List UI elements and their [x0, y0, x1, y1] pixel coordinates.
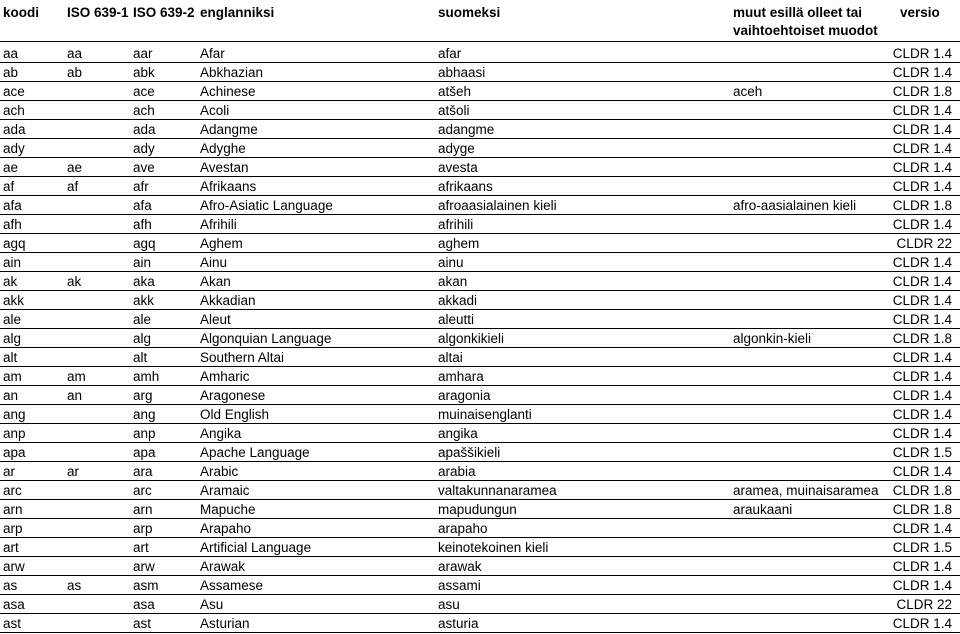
- cell-code: afa: [3, 198, 22, 213]
- cell-code: agq: [3, 236, 26, 251]
- cell-code: ab: [3, 65, 19, 80]
- cell-version: CLDR 1.4: [892, 255, 952, 270]
- cell-english: Adyghe: [200, 141, 246, 156]
- cell-version: CLDR 1.4: [892, 350, 952, 365]
- table-row: [0, 576, 960, 595]
- cell-code: as: [3, 578, 18, 593]
- cell-code: akk: [3, 293, 25, 308]
- cell-english: Ainu: [200, 255, 228, 270]
- cell-english: Arapaho: [200, 521, 252, 536]
- cell-code: ady: [3, 141, 25, 156]
- table-row: [0, 481, 960, 500]
- cell-code: ast: [3, 616, 22, 631]
- cell-version: CLDR 1.8: [892, 84, 952, 99]
- cell-version: CLDR 1.8: [892, 483, 952, 498]
- table-row: [0, 63, 960, 82]
- header-alternatives: muut esillä olleet tai vaihtoehtoiset muodot: [733, 5, 878, 38]
- table-row: [0, 139, 960, 158]
- cell-english: Akan: [200, 274, 231, 289]
- cell-iso-639-1: ae: [67, 160, 83, 175]
- table-row: [0, 234, 960, 253]
- cell-english: Asu: [200, 597, 224, 612]
- cell-version: CLDR 1.4: [892, 160, 952, 175]
- cell-english: Afrikaans: [200, 179, 257, 194]
- cell-code: asa: [3, 597, 25, 612]
- cell-english: Afrihili: [200, 217, 237, 232]
- cell-english: Artificial Language: [200, 540, 312, 555]
- cell-code: ak: [3, 274, 18, 289]
- cell-finnish: assami: [438, 578, 481, 593]
- cell-iso-639-2: aka: [133, 274, 155, 289]
- cell-finnish: arabia: [438, 464, 476, 479]
- cell-code: ar: [3, 464, 16, 479]
- table-row: [0, 595, 960, 614]
- table-row: [0, 386, 960, 405]
- cell-iso-639-1: aa: [67, 46, 83, 61]
- cell-version: CLDR 1.4: [892, 578, 952, 593]
- cell-iso-639-2: alt: [133, 350, 148, 365]
- cell-version: CLDR 1.4: [892, 426, 952, 441]
- cell-iso-639-1: ak: [67, 274, 82, 289]
- cell-finnish: akan: [438, 274, 468, 289]
- cell-code: ale: [3, 312, 22, 327]
- cell-finnish: avesta: [438, 160, 478, 175]
- cell-code: ain: [3, 255, 22, 270]
- cell-iso-639-2: arg: [133, 388, 153, 403]
- cell-version: CLDR 1.4: [892, 179, 952, 194]
- cell-finnish: angika: [438, 426, 478, 441]
- table-row: [0, 519, 960, 538]
- cell-code: an: [3, 388, 19, 403]
- cell-version: CLDR 1.4: [892, 217, 952, 232]
- cell-version: CLDR 1.5: [892, 540, 952, 555]
- table-row: [0, 196, 960, 215]
- cell-version: CLDR 1.4: [892, 122, 952, 137]
- cell-version: CLDR 1.8: [892, 331, 952, 346]
- cell-finnish: adangme: [438, 122, 495, 137]
- cell-iso-639-2: ave: [133, 160, 155, 175]
- cell-iso-639-2: afr: [133, 179, 149, 194]
- cell-iso-639-2: akk: [133, 293, 155, 308]
- cell-english: Arabic: [200, 464, 239, 479]
- table-row: [0, 329, 960, 348]
- cell-code: anp: [3, 426, 26, 441]
- table-row: [0, 44, 960, 63]
- cell-iso-639-2: anp: [133, 426, 156, 441]
- cell-english: Avestan: [200, 160, 249, 175]
- cell-iso-639-2: ain: [133, 255, 152, 270]
- cell-finnish: adyge: [438, 141, 475, 156]
- cell-iso-639-2: aar: [133, 46, 153, 61]
- cell-version: CLDR 1.4: [892, 46, 952, 61]
- cell-code: ae: [3, 160, 19, 175]
- table-row: [0, 291, 960, 310]
- cell-iso-639-1: ar: [67, 464, 80, 479]
- cell-english: Afro-Asiatic Language: [200, 198, 333, 213]
- cell-finnish: altai: [438, 350, 463, 365]
- cell-iso-639-1: as: [67, 578, 82, 593]
- cell-version: CLDR 1.4: [892, 407, 952, 422]
- cell-finnish: apaššikieli: [438, 445, 501, 460]
- cell-english: Apache Language: [200, 445, 310, 460]
- table-row: [0, 177, 960, 196]
- cell-iso-639-1: an: [67, 388, 83, 403]
- cell-iso-639-2: apa: [133, 445, 156, 460]
- cell-finnish: asu: [438, 597, 460, 612]
- table-header-row: [0, 0, 960, 42]
- cell-version: CLDR 22: [896, 236, 952, 251]
- cell-finnish: atšoli: [438, 103, 470, 118]
- cell-finnish: abhaasi: [438, 65, 486, 80]
- cell-english: Abkhazian: [200, 65, 264, 80]
- cell-code: ang: [3, 407, 26, 422]
- cell-version: CLDR 1.4: [892, 312, 952, 327]
- cell-english: Aramaic: [200, 483, 250, 498]
- cell-version: CLDR 1.4: [892, 293, 952, 308]
- cell-english: Achinese: [200, 84, 256, 99]
- cell-version: CLDR 1.8: [892, 502, 952, 517]
- cell-iso-639-1: ab: [67, 65, 83, 80]
- cell-alternatives: afro-aasialainen kieli: [733, 198, 857, 213]
- cell-version: CLDR 1.4: [892, 559, 952, 574]
- table-row: [0, 614, 960, 633]
- cell-finnish: keinotekoinen kieli: [438, 540, 549, 555]
- cell-finnish: afrikaans: [438, 179, 493, 194]
- cell-version: CLDR 1.4: [892, 141, 952, 156]
- table-row: [0, 405, 960, 424]
- cell-code: arw: [3, 559, 25, 574]
- cell-english: Angika: [200, 426, 242, 441]
- cell-english: Aleut: [200, 312, 231, 327]
- cell-code: ace: [3, 84, 25, 99]
- cell-english: Arawak: [200, 559, 246, 574]
- table-row: [0, 538, 960, 557]
- cell-code: am: [3, 369, 22, 384]
- table-row: [0, 101, 960, 120]
- table-row: [0, 557, 960, 576]
- cell-version: CLDR 1.4: [892, 388, 952, 403]
- cell-code: apa: [3, 445, 26, 460]
- cell-english: Amharic: [200, 369, 250, 384]
- cell-english: Adangme: [200, 122, 258, 137]
- cell-finnish: aghem: [438, 236, 480, 251]
- table-row: [0, 424, 960, 443]
- cell-english: Mapuche: [200, 502, 256, 517]
- cell-code: ach: [3, 103, 25, 118]
- cell-iso-639-2: ale: [133, 312, 152, 327]
- cell-iso-639-2: ast: [133, 616, 152, 631]
- cell-finnish: mapudungun: [438, 502, 517, 517]
- cell-finnish: afrihili: [438, 217, 474, 232]
- cell-code: arc: [3, 483, 22, 498]
- cell-code: alg: [3, 331, 22, 346]
- cell-finnish: arapaho: [438, 521, 488, 536]
- cell-code: aa: [3, 46, 19, 61]
- cell-finnish: aleutti: [438, 312, 475, 327]
- cell-finnish: algonkikieli: [438, 331, 505, 346]
- cell-finnish: asturia: [438, 616, 479, 631]
- cell-iso-639-1: af: [67, 179, 79, 194]
- cell-iso-639-2: ace: [133, 84, 155, 99]
- header-version: versio: [900, 5, 940, 20]
- table-row: [0, 367, 960, 386]
- cell-iso-639-2: ada: [133, 122, 156, 137]
- cell-finnish: afar: [438, 46, 462, 61]
- cell-finnish: muinaisenglanti: [438, 407, 532, 422]
- table-row: [0, 462, 960, 481]
- header-finnish: suomeksi: [438, 5, 501, 20]
- cell-iso-639-2: ara: [133, 464, 153, 479]
- cell-finnish: aragonia: [438, 388, 491, 403]
- cell-version: CLDR 1.4: [892, 521, 952, 536]
- cell-version: CLDR 1.4: [892, 65, 952, 80]
- cell-english: Aragonese: [200, 388, 266, 403]
- cell-iso-639-2: asa: [133, 597, 155, 612]
- cell-finnish: afroaasialainen kieli: [438, 198, 557, 213]
- cell-iso-639-2: afa: [133, 198, 152, 213]
- table-row: [0, 272, 960, 291]
- cell-iso-639-2: alg: [133, 331, 152, 346]
- cell-iso-639-2: art: [133, 540, 149, 555]
- table-row: [0, 120, 960, 139]
- cell-code: af: [3, 179, 15, 194]
- cell-iso-639-2: ady: [133, 141, 155, 156]
- cell-alternatives: araukaani: [733, 502, 793, 517]
- cell-iso-639-2: ang: [133, 407, 156, 422]
- cell-english: Afar: [200, 46, 225, 61]
- cell-finnish: arawak: [438, 559, 482, 574]
- cell-code: ada: [3, 122, 26, 137]
- cell-version: CLDR 1.8: [892, 198, 952, 213]
- cell-iso-639-2: asm: [133, 578, 159, 593]
- cell-finnish: ainu: [438, 255, 464, 270]
- cell-iso-639-2: arn: [133, 502, 153, 517]
- cell-code: arp: [3, 521, 23, 536]
- table-row: [0, 348, 960, 367]
- header-iso-639-1: ISO 639-1: [67, 5, 129, 20]
- cell-english: Acoli: [200, 103, 230, 118]
- cell-version: CLDR 1.4: [892, 616, 952, 631]
- cell-english: Southern Altai: [200, 350, 285, 365]
- cell-english: Algonquian Language: [200, 331, 332, 346]
- table-row: [0, 253, 960, 272]
- table-row: [0, 82, 960, 101]
- cell-iso-639-2: amh: [133, 369, 160, 384]
- cell-english: Aghem: [200, 236, 243, 251]
- cell-alternatives: algonkin-kieli: [733, 331, 812, 346]
- cell-iso-639-1: am: [67, 369, 86, 384]
- table-row: [0, 158, 960, 177]
- table-row: [0, 310, 960, 329]
- cell-version: CLDR 1.4: [892, 369, 952, 384]
- cell-alternatives: aceh: [733, 84, 763, 99]
- table-row: [0, 500, 960, 519]
- cell-version: CLDR 22: [896, 597, 952, 612]
- cell-code: afh: [3, 217, 22, 232]
- cell-iso-639-2: agq: [133, 236, 156, 251]
- header-english: englanniksi: [200, 5, 275, 20]
- cell-iso-639-2: ach: [133, 103, 155, 118]
- cell-version: CLDR 1.5: [892, 445, 952, 460]
- cell-english: Asturian: [200, 616, 250, 631]
- cell-english: Old English: [200, 407, 270, 422]
- table-row: [0, 215, 960, 234]
- cell-alternatives: aramea, muinaisaramea: [733, 483, 879, 498]
- cell-finnish: valtakunnanaramea: [438, 483, 557, 498]
- cell-finnish: amhara: [438, 369, 484, 384]
- cell-version: CLDR 1.4: [892, 464, 952, 479]
- table-row: [0, 443, 960, 462]
- cell-version: CLDR 1.4: [892, 274, 952, 289]
- cell-code: alt: [3, 350, 18, 365]
- cell-english: Akkadian: [200, 293, 256, 308]
- cell-finnish: akkadi: [438, 293, 478, 308]
- cell-iso-639-2: arw: [133, 559, 155, 574]
- cell-version: CLDR 1.4: [892, 103, 952, 118]
- cell-code: arn: [3, 502, 23, 517]
- cell-iso-639-2: abk: [133, 65, 155, 80]
- cell-code: art: [3, 540, 19, 555]
- header-code: koodi: [3, 5, 39, 20]
- header-iso-639-2: ISO 639-2: [133, 5, 195, 20]
- cell-iso-639-2: afh: [133, 217, 152, 232]
- cell-iso-639-2: arp: [133, 521, 153, 536]
- cell-finnish: atšeh: [438, 84, 472, 99]
- cell-iso-639-2: arc: [133, 483, 152, 498]
- cell-english: Assamese: [200, 578, 264, 593]
